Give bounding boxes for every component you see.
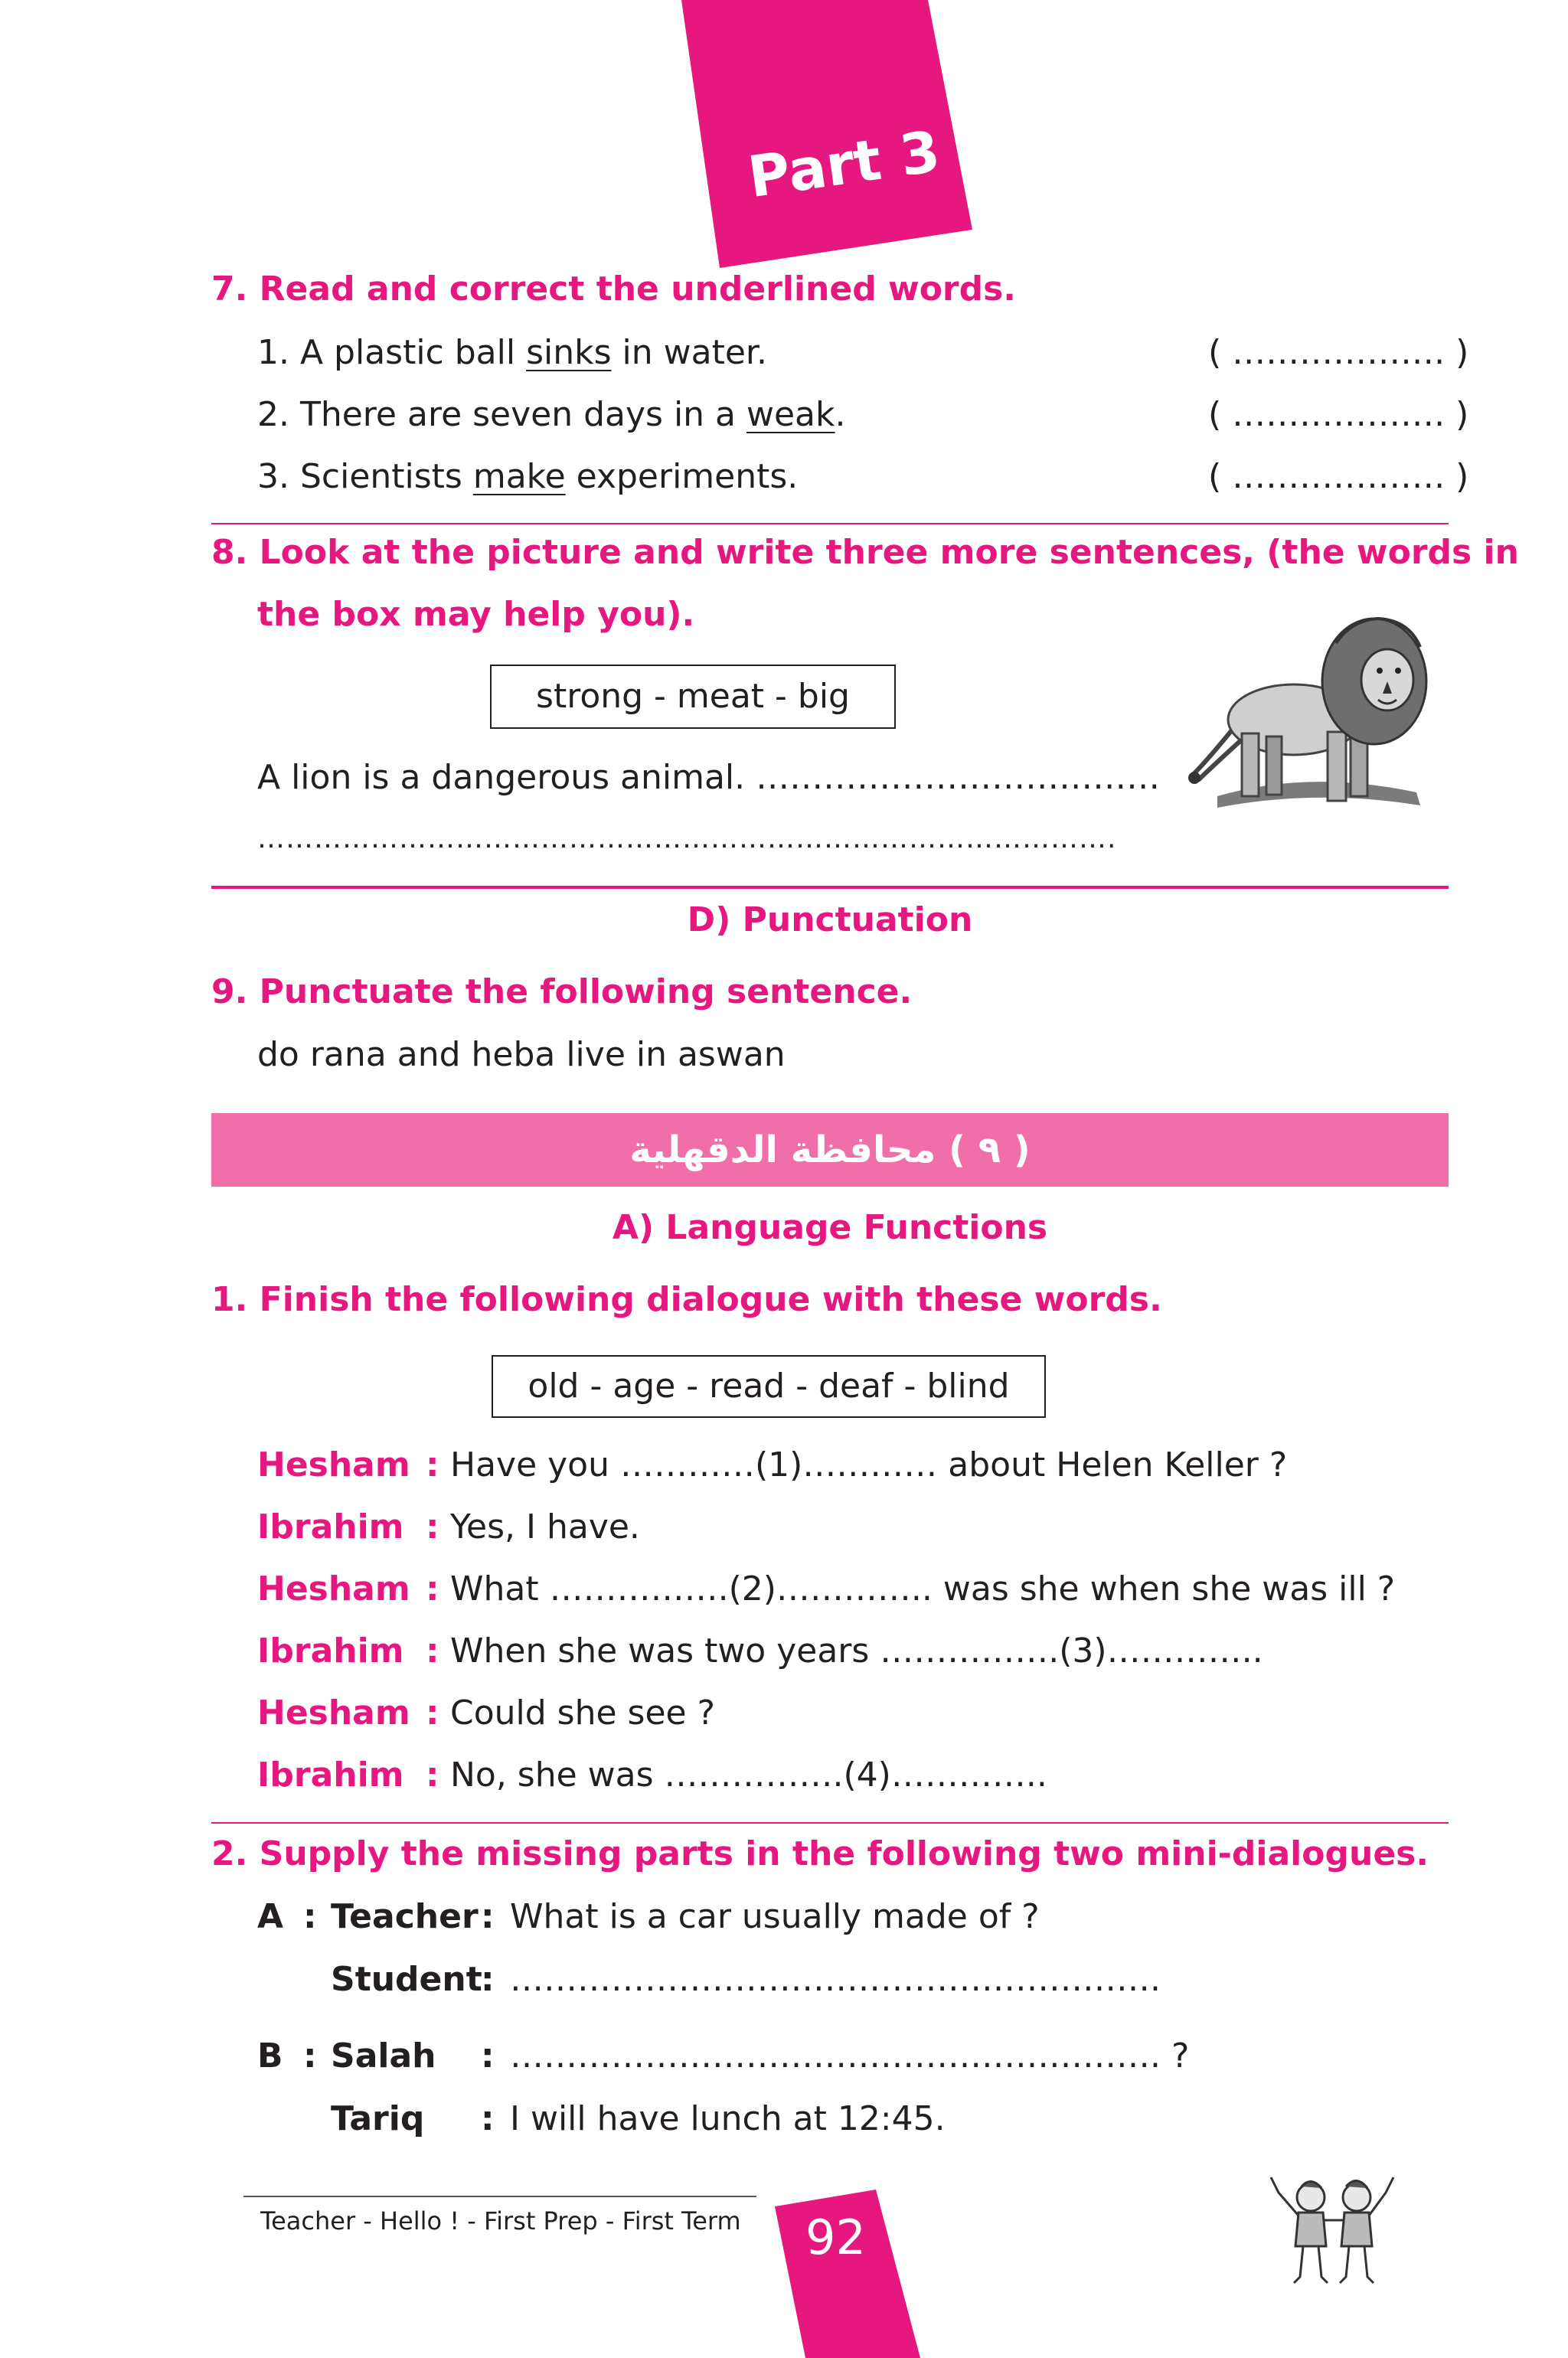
footer-rule xyxy=(243,2196,756,2197)
q2-a-teacher: Teacher xyxy=(331,1897,479,1936)
q2-b-tariq: Tariq xyxy=(331,2099,425,2138)
q9-sentence: do rana and heba live in aswan xyxy=(257,1035,786,1074)
part-label: Part 3 xyxy=(744,119,944,211)
q7-answer-3[interactable]: ( ………………. ) xyxy=(1208,457,1469,496)
q2-b-tariq-line: I will have lunch at 12:45. xyxy=(510,2099,946,2138)
speaker-hesham: Hesham xyxy=(257,1569,410,1608)
colon: : xyxy=(481,1960,495,1999)
speaker-hesham: Hesham xyxy=(257,1693,410,1733)
q7-answer-1[interactable]: ( ………………. ) xyxy=(1208,333,1469,372)
dialogue-line: Yes, I have. xyxy=(450,1507,640,1546)
dialogue-line: What …………….(2)………….. was she when she was ill ? xyxy=(450,1569,1396,1608)
page-number: 92 xyxy=(805,2209,866,2265)
q8-title-line-1: 8. Look at the picture and write three more sentences, (the words in xyxy=(211,533,1519,572)
colon: : xyxy=(481,2099,495,2138)
q8-sentence: A lion is a dangerous animal. ……………………………… xyxy=(257,758,1161,797)
footer-book-title: Teacher - Hello ! - First Prep - First Term xyxy=(260,2206,741,2236)
q7-item-2: 2. There are seven days in a weak. xyxy=(257,395,846,434)
colon: : xyxy=(481,2036,495,2075)
q2-a-student: Student xyxy=(331,1960,482,1999)
q2-b-salah-answer[interactable]: …………………………………………………. ? xyxy=(510,2036,1190,2075)
section-d-title: D) Punctuation xyxy=(687,900,973,939)
colon: : xyxy=(426,1755,439,1795)
divider xyxy=(211,1822,1449,1824)
q8-word-box: strong - meat - big xyxy=(490,665,896,729)
colon: : xyxy=(303,2036,317,2075)
q2-b-label: B xyxy=(257,2036,283,2075)
q7-title: 7. Read and correct the underlined words. xyxy=(211,269,1017,309)
q7-answer-2[interactable]: ( ………………. ) xyxy=(1208,395,1469,434)
q2-a-label: A xyxy=(257,1897,284,1936)
speaker-ibrahim: Ibrahim xyxy=(257,1755,404,1795)
section-a-title: A) Language Functions xyxy=(612,1208,1048,1247)
divider xyxy=(211,886,1449,889)
q1-title: 1. Finish the following dialogue with these words. xyxy=(211,1280,1162,1319)
colon: : xyxy=(481,1897,495,1936)
q9-title: 9. Punctuate the following sentence. xyxy=(211,972,913,1011)
q7-item-1: 1. A plastic ball sinks in water. xyxy=(257,333,767,372)
q7-item-3: 3. Scientists make experiments. xyxy=(257,457,799,496)
speaker-ibrahim: Ibrahim xyxy=(257,1507,404,1546)
colon: : xyxy=(426,1569,439,1608)
q2-a-student-answer[interactable]: …………………………………………………. xyxy=(510,1960,1161,1999)
governorate-title: ( ٩ ) محافظة الدقهلية xyxy=(629,1128,1031,1171)
dialogue-line: No, she was …………….(4)………….. xyxy=(450,1755,1047,1795)
governorate-banner xyxy=(211,1113,1449,1187)
colon: : xyxy=(426,1631,439,1671)
colon: : xyxy=(426,1507,439,1546)
q8-answer-line[interactable]: ………………………………………………………………………………. xyxy=(257,823,1117,854)
dialogue-line: Have you …………(1)………… about Helen Keller ? xyxy=(450,1445,1288,1484)
colon: : xyxy=(426,1693,439,1733)
lion-illustration xyxy=(1187,605,1439,827)
colon: : xyxy=(426,1445,439,1484)
dialogue-line: When she was two years …………….(3)………….. xyxy=(450,1631,1263,1671)
speaker-ibrahim: Ibrahim xyxy=(257,1631,404,1671)
divider xyxy=(211,523,1449,524)
speaker-hesham: Hesham xyxy=(257,1445,410,1484)
dialogue-line: Could she see ? xyxy=(450,1693,715,1733)
colon: : xyxy=(303,1897,317,1936)
q2-title: 2. Supply the missing parts in the following two mini-dialogues. xyxy=(211,1834,1429,1873)
q2-b-salah: Salah xyxy=(331,2036,436,2075)
q1-word-box: old - age - read - deaf - blind xyxy=(492,1355,1046,1418)
q8-title-line-2: the box may help you). xyxy=(257,595,695,634)
q2-a-teacher-line: What is a car usually made of ? xyxy=(510,1897,1040,1936)
two-children-illustration xyxy=(1263,2170,1401,2292)
